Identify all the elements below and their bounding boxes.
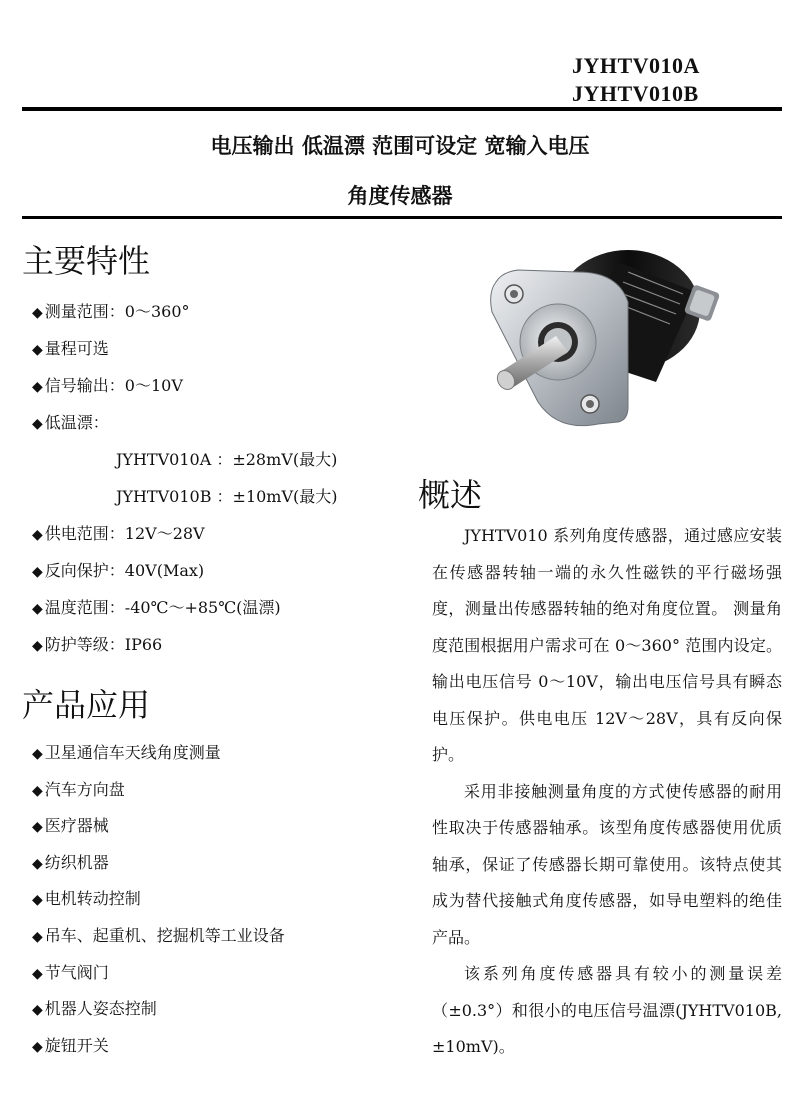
diamond-bullet-icon: ◆ bbox=[32, 965, 43, 982]
diamond-bullet-icon: ◆ bbox=[32, 1038, 43, 1055]
applications-heading: 产品应用 bbox=[22, 686, 151, 724]
feature-item: ◆ 测量范围：0～360° bbox=[32, 302, 190, 321]
header-rule bbox=[22, 107, 782, 111]
document-subtitle: 角度传感器 bbox=[347, 183, 453, 208]
overview-paragraph: 采用非接触测量角度的方式使传感器的耐用性取决于传感器轴承。该型角度传感器使用优质轴承，保证了传感器长期可靠使用。该特点使其成为替代接触式角度传感器，如导电塑料的绝佳产品。 bbox=[432, 781, 782, 947]
application-item: ◆ 节气阀门 bbox=[32, 962, 109, 982]
diamond-bullet-icon: ◆ bbox=[32, 379, 43, 395]
document-title: 电压输出 低温漂 范围可设定 宽输入电压 bbox=[210, 133, 590, 158]
overview-paragraph: 该系列角度传感器具有较小的测量误差（±0.3°）和很小的电压信号温漂(JYHTV010B,±10mV)。 bbox=[432, 964, 782, 1056]
application-item: ◆ 汽车方向盘 bbox=[32, 779, 125, 799]
application-item: ◆ 机器人姿态控制 bbox=[32, 999, 157, 1019]
features-list bbox=[32, 297, 338, 667]
diamond-bullet-icon: ◆ bbox=[32, 1002, 43, 1019]
application-item: ◆ 纺织机器 bbox=[32, 852, 109, 872]
application-item: ◆ 医疗器械 bbox=[32, 816, 109, 836]
feature-item: ◆ 量程可选 bbox=[32, 339, 109, 358]
diamond-bullet-icon: ◆ bbox=[32, 564, 43, 580]
model-number-b: JYHTV010B bbox=[572, 81, 699, 106]
overview-heading: 概述 bbox=[418, 476, 483, 514]
applications-list bbox=[32, 738, 285, 1067]
overview-paragraph: JYHTV010 系列角度传感器，通过感应安装在传感器转轴一端的永久性磁铁的平行磁场强度，测量出传感器转轴的绝对角度位置。 测量角度范围根据用户需求可在 0～360° 范围内设定。输出电压信号 0～10V，输出电压信号具有瞬态电压保护。供电电压 12V～28V，具有反向保护。 bbox=[432, 526, 782, 764]
diamond-bullet-icon: ◆ bbox=[32, 601, 43, 617]
diamond-bullet-icon: ◆ bbox=[32, 638, 43, 654]
application-item: ◆ 卫星通信车天线角度测量 bbox=[32, 743, 221, 762]
feature-item: ◆ 温度范围：-40℃～+85℃(温漂) bbox=[32, 598, 281, 617]
model-number-a: JYHTV010A bbox=[572, 53, 700, 78]
feature-item: ◆ 防护等级：IP66 bbox=[32, 635, 163, 654]
diamond-bullet-icon: ◆ bbox=[32, 305, 43, 321]
angle-sensor-photo bbox=[478, 232, 738, 447]
diamond-bullet-icon: ◆ bbox=[32, 342, 43, 358]
feature-subitem: JYHTV010B ：±10mV(最大) bbox=[116, 487, 338, 506]
application-item: ◆ 旋钮开关 bbox=[32, 1035, 109, 1055]
feature-item: ◆ 供电范围：12V～28V bbox=[32, 524, 205, 543]
feature-item: ◆ 信号输出：0～10V bbox=[32, 376, 183, 395]
diamond-bullet-icon: ◆ bbox=[32, 782, 43, 799]
feature-subitem: JYHTV010A ：±28mV(最大) bbox=[116, 450, 338, 469]
application-item: ◆ 电机转动控制 bbox=[32, 889, 141, 909]
diamond-bullet-icon: ◆ bbox=[32, 928, 43, 945]
diamond-bullet-icon: ◆ bbox=[32, 746, 43, 762]
diamond-bullet-icon: ◆ bbox=[32, 527, 43, 543]
diamond-bullet-icon: ◆ bbox=[32, 892, 43, 909]
application-item: ◆ 吊车、起重机、挖掘机等工业设备 bbox=[32, 925, 285, 945]
overview-text bbox=[432, 518, 782, 1066]
title-rule bbox=[22, 216, 782, 219]
feature-item: ◆ 低温漂： bbox=[32, 413, 109, 432]
diamond-bullet-icon: ◆ bbox=[32, 855, 43, 872]
feature-item: ◆ 反向保护：40V(Max) bbox=[32, 561, 205, 580]
diamond-bullet-icon: ◆ bbox=[32, 416, 43, 432]
diamond-bullet-icon: ◆ bbox=[32, 819, 43, 836]
product-image bbox=[478, 232, 738, 451]
features-heading: 主要特性 bbox=[22, 242, 151, 280]
